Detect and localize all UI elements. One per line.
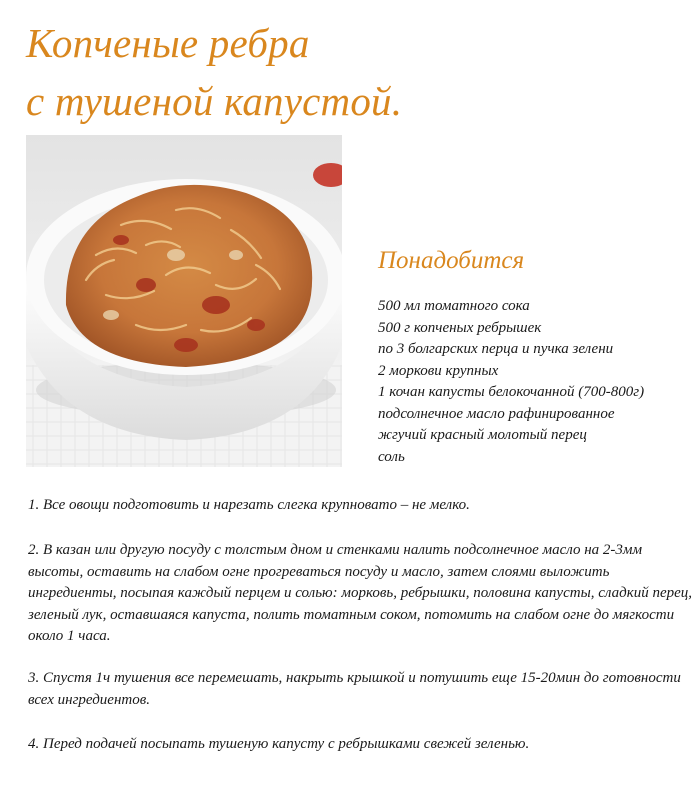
- ingredient-item: подсолнечное масло рафинированное: [378, 405, 615, 422]
- ingredient-item: 2 моркови крупных: [378, 362, 499, 379]
- ingredient-item: соль: [378, 448, 405, 465]
- step-3: 3. Спустя 1ч тушения все перемешать, накрыть крышкой и потушить еще 15-20мин до готовности всех ингредиентов.: [28, 670, 681, 708]
- ingredient-item: по 3 болгарских перца и пучка зелени: [378, 341, 614, 357]
- recipe-title-line-1: Копченые ребра: [26, 20, 310, 66]
- step-4: 4. Перед подачей посыпать тушеную капусту с ребрышками свежей зеленью.: [28, 736, 530, 752]
- recipe-title-line-2: с тушеной капустой.: [26, 78, 403, 124]
- ingredient-item: 1 кочан капусты белокочанной (700-800г): [378, 384, 645, 400]
- ingredients-heading: Понадобится: [378, 247, 525, 274]
- step-2: 2. В казан или другую посуду с толстым дном и стенками налить подсолнечное масло на 2-3мм высоты, оставить на слабом огне прогреваться посуду и масло, затем слоями выложить ингредиенты, посыпая каждый перцем и солью: морковь, ребрышки, половина капусты, сладкий перец, зеленый лук, оставшаяся капуста, полить томатным соком, потомить на слабом огне до мягкости около 1 часа.: [28, 542, 693, 644]
- ingredients-section: [378, 246, 698, 468]
- recipe-title: [26, 14, 666, 130]
- ingredients-list: [378, 296, 698, 468]
- dish-photo: [26, 135, 342, 467]
- step-1: 1. Все овощи подготовить и нарезать слегка крупновато – не мелко.: [28, 497, 470, 513]
- ingredient-item: 500 мл томатного сока: [378, 298, 530, 314]
- ingredient-item: жгучий красный молотый перец: [378, 427, 587, 443]
- ingredient-item: 500 г копченых ребрышек: [378, 319, 542, 336]
- cabbage-bowl-image: [26, 135, 342, 467]
